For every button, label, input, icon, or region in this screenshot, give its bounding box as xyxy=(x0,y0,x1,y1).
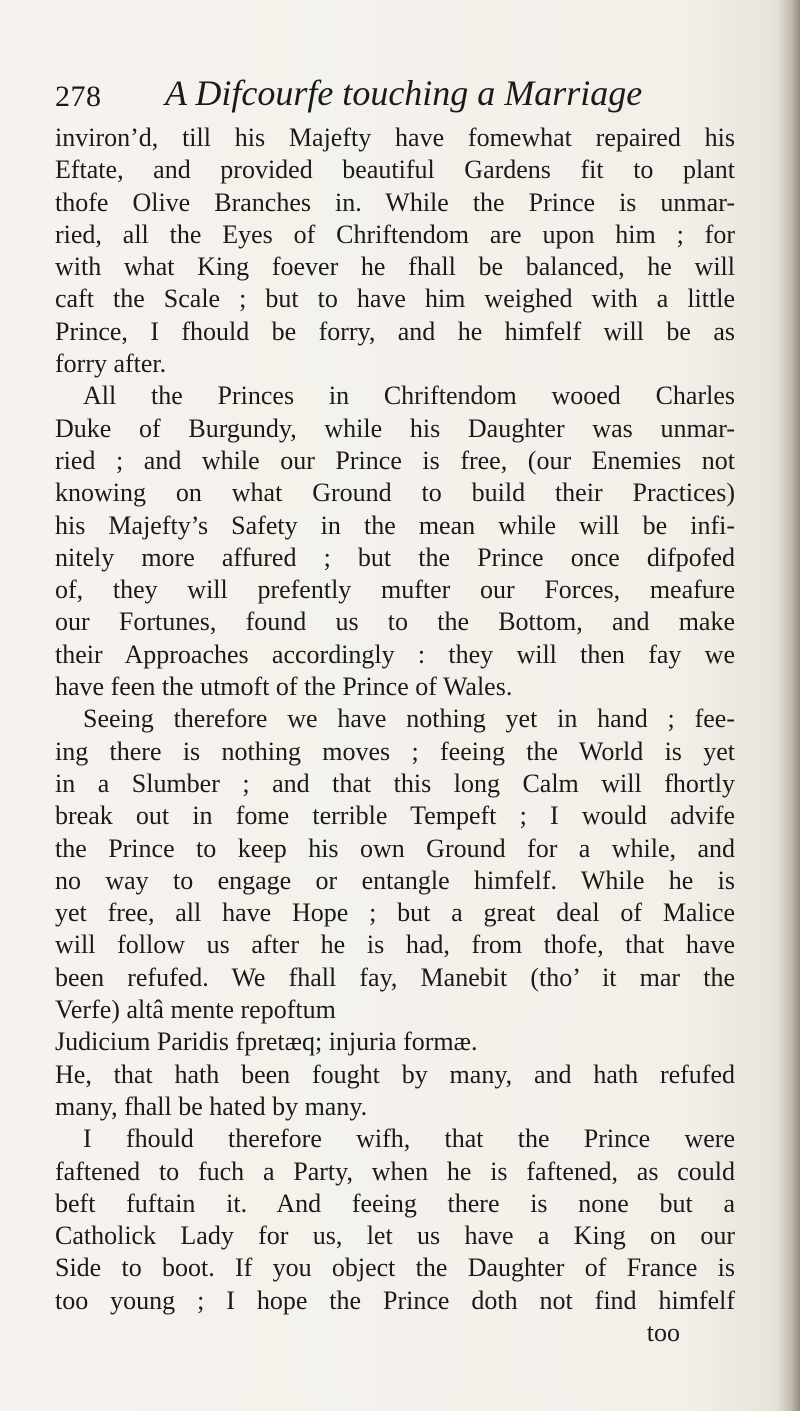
text-line: forry after. xyxy=(55,349,167,379)
text-line: Seeing therefore we have nothing yet in hand ; fee- xyxy=(83,704,735,734)
text-line: the Prince to keep his own Ground for a while, and xyxy=(55,833,735,863)
text-line: Side to boot. If you object the Daughter of France is xyxy=(55,1253,735,1283)
text-line: his Majefty’s Safety in the mean while will be infi- xyxy=(55,510,735,540)
text-line: Prince, I fhould be forry, and he himfelf will be as xyxy=(55,316,735,346)
text-line: of, they will prefently mufter our Forces, meafure xyxy=(55,575,735,605)
body-text xyxy=(55,122,735,1349)
text-line: many, fhall be hated by many. xyxy=(55,1091,368,1121)
text-line: Catholick Lady for us, let us have a King on our xyxy=(55,1221,735,1251)
text-line: in a Slumber ; and that this long Calm will fhortly xyxy=(55,768,735,798)
text-line: Duke of Burgundy, while his Daughter was unmar- xyxy=(55,413,735,443)
text-line: no way to engage or entangle himfelf. While he is xyxy=(55,865,735,895)
text-line: break out in fome terrible Tempeft ; I would advife xyxy=(55,801,735,831)
text-line: yet free, all have Hope ; but a great deal of Malice xyxy=(55,898,735,928)
text-line: will follow us after he is had, from thofe, that have xyxy=(55,930,735,960)
text-line: inviron’d, till his Majefty have fomewhat repaired his xyxy=(55,123,735,152)
text-line: been refufed. We fhall fay, Manebit (tho’ it mar the xyxy=(55,962,735,992)
text-line: Verfe) altâ mente repoftum xyxy=(55,995,336,1025)
text-line: knowing on what Ground to build their Practices) xyxy=(55,478,735,508)
text-line: Judicium Paridis fpretæq; injuria formæ. xyxy=(55,1027,478,1057)
text-line: caft the Scale ; but to have him weighed with a little xyxy=(55,284,735,314)
text-line: faftened to fuch a Party, when he is faftened, as could xyxy=(55,1156,735,1186)
text-line: Eftate, and provided beautiful Gardens fit to plant xyxy=(55,155,735,185)
page-number: 278 xyxy=(55,80,102,113)
text-line: their Approaches accordingly : they will then fay we xyxy=(55,639,735,669)
running-head: A Difcourfe touching a Marriage xyxy=(165,73,643,113)
text-line: with what King foever he fhall be balanced, he will xyxy=(55,252,735,282)
text-line: ried ; and while our Prince is free, (our Enemies not xyxy=(55,445,735,475)
text-line: thofe Olive Branches in. While the Prince is unmar- xyxy=(55,187,735,217)
text-line: I fhould therefore wifh, that the Prince were xyxy=(83,1124,735,1154)
text-line: have feen the utmoft of the Prince of Wales. xyxy=(55,672,513,702)
text-line: beft fuftain it. And feeing there is none but a xyxy=(55,1188,735,1218)
text-line: our Fortunes, found us to the Bottom, and make xyxy=(55,607,735,637)
text-line: He, that hath been fought by many, and hath refufed xyxy=(55,1059,735,1089)
page-header xyxy=(55,72,695,122)
page-gutter-shadow xyxy=(778,0,800,1411)
text-line: ried, all the Eyes of Chriftendom are upon him ; for xyxy=(55,219,735,249)
catchword: too xyxy=(646,1317,680,1347)
text-line: too young ; I hope the Prince doth not find himfelf xyxy=(55,1285,735,1315)
text-line: nitely more affured ; but the Prince once difpofed xyxy=(55,542,735,572)
text-line: ing there is nothing moves ; feeing the World is yet xyxy=(55,736,735,766)
text-line: All the Princes in Chriftendom wooed Charles xyxy=(83,381,735,411)
